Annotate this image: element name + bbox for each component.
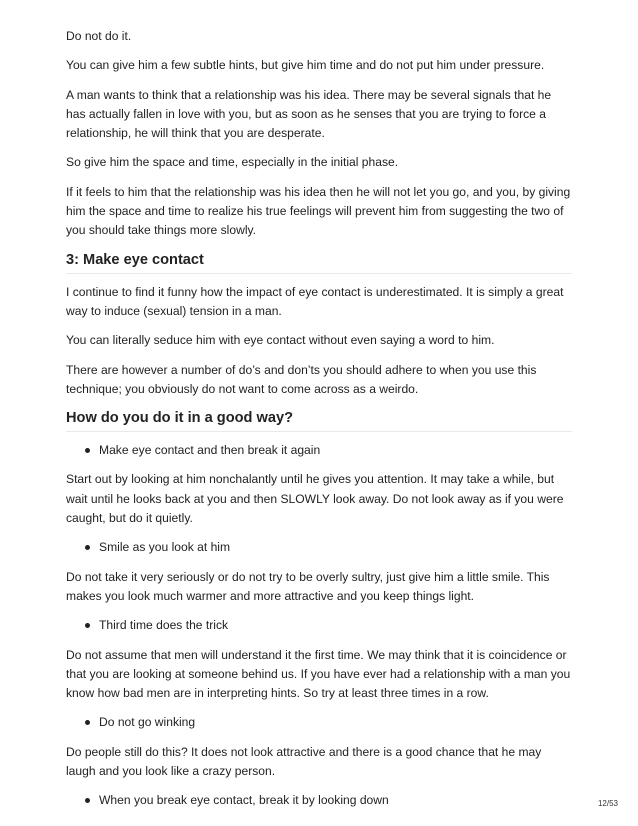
bullet-dot-icon — [85, 545, 90, 550]
paragraph: There are however a number of do’s and don’ts you should adhere to when you use this technique; you obviously do not want to come across as a weirdo. — [66, 362, 537, 396]
bullet-dot-icon — [85, 448, 90, 453]
paragraph: Do not take it very seriously or do not try to be overly sultry, just give him a little smile. This makes you look much warmer and more attractive and you keep things light. — [66, 569, 550, 603]
paragraph: Do people still do this? It does not look attractive and there is a good chance that he may laugh and you look like a crazy person. — [66, 744, 542, 779]
document-page — [66, 27, 572, 821]
paragraph: I continue to find it funny how the impact of eye contact is underestimated. It is simply a great way to induce (sexual) tension in a man. — [66, 284, 564, 318]
section-heading: How do you do it in a good way? — [66, 409, 572, 432]
paragraph: A man wants to think that a relationship was his idea. There may be several signals that he has actually fallen in love with you, but as soon as he senses that you are trying to force a relationship, he will think that you are desperate. — [66, 87, 552, 141]
bullet-dot-icon — [85, 623, 90, 628]
bullet-text: Third time does the trick — [99, 618, 229, 633]
paragraph: So give him the space and time, especially in the initial phase. — [66, 155, 399, 170]
bullet-text: When you break eye contact, break it by looking down — [99, 793, 389, 808]
paragraph: Start out by looking at him nonchalantly until he gives you attention. It may take a while, but wait until he looks back at you and then SLOWLY look away. Do not look away as if you were caught, but do it quietly. — [66, 472, 564, 526]
paragraph: You can literally seduce him with eye contact without even saying a word to him. — [66, 333, 495, 348]
bullet-item — [99, 616, 572, 635]
paragraph: If it feels to him that the relationship was his idea then he will not let you go, and you, by giving him the space and time to realize his true feelings will prevent him from suggesting the two of you should take things more slowly. — [66, 184, 571, 238]
paragraph: Do not assume that men will understand it the first time. We may think that it is coincidence or that you are looking at someone behind us. If you have ever had a relationship with a man you know how bad men are in interpreting hints. So try at least three times in a row. — [66, 647, 571, 701]
bullet-text: Make eye contact and then break it again — [99, 443, 321, 458]
section-heading: 3: Make eye contact — [66, 251, 572, 274]
bullet-text: Smile as you look at him — [99, 540, 231, 555]
bullet-text: Do not go winking — [99, 715, 196, 730]
paragraph: You can give him a few subtle hints, but give him time and do not put him under pressure. — [66, 58, 545, 73]
bullet-item — [99, 538, 572, 557]
bullet-dot-icon — [85, 798, 90, 803]
bullet-dot-icon — [85, 720, 90, 725]
page-number: 12/53 — [597, 799, 618, 808]
bullet-item — [99, 441, 572, 460]
bullet-item — [99, 713, 572, 732]
paragraph: Do not do it. — [66, 29, 132, 43]
bullet-item — [99, 791, 572, 810]
